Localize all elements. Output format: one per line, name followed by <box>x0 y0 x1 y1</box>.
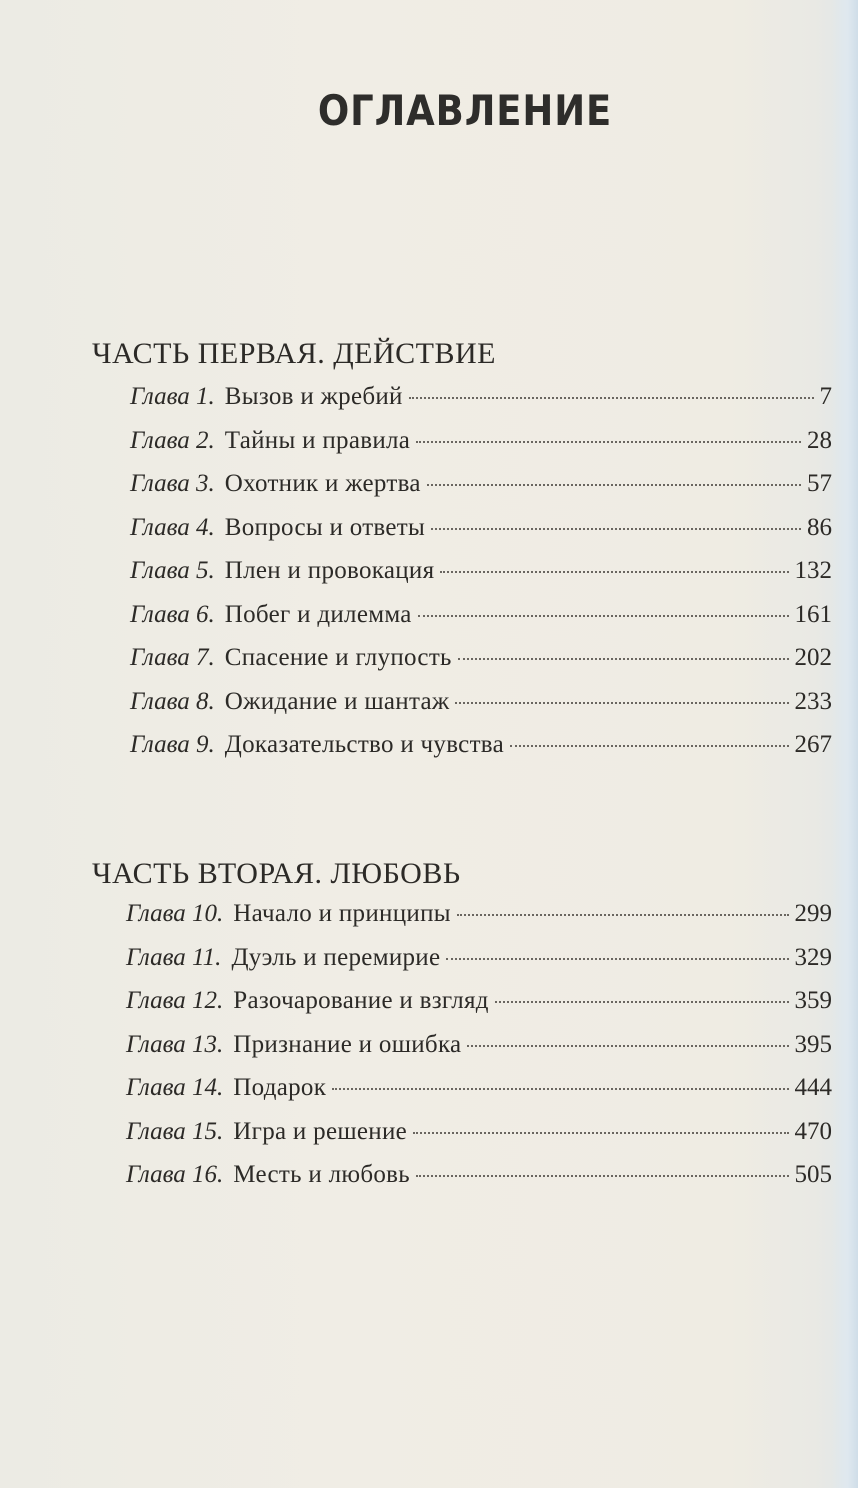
chapter-title: Игра и решение <box>233 1117 408 1145</box>
toc-entry[interactable] <box>130 688 832 732</box>
page-number: 299 <box>794 900 832 927</box>
toc-entry[interactable] <box>130 601 832 645</box>
chapter-title: Побег и дилемма <box>224 600 412 628</box>
chapter-title: Подарок <box>233 1074 327 1101</box>
dot-leader <box>332 1088 788 1090</box>
chapter-title: Месть и любовь <box>233 1161 410 1188</box>
part-heading: ЧАСТЬ ПЕРВАЯ. ДЕЙСТВИЕ <box>92 337 496 370</box>
toc-entry[interactable] <box>126 1118 832 1162</box>
chapter-label: Глава 9. <box>130 731 215 758</box>
dot-leader <box>416 441 801 443</box>
toc-entry[interactable] <box>126 1161 832 1205</box>
dot-leader <box>413 1132 788 1134</box>
dot-leader <box>409 397 814 399</box>
chapter-title: Тайны и правила <box>224 426 411 454</box>
chapter-label: Глава 12. <box>126 987 224 1014</box>
chapter-title: Доказательство и чувства <box>224 731 504 758</box>
dot-leader <box>431 528 801 530</box>
chapter-label: Глава 6. <box>130 600 215 628</box>
dot-leader <box>416 1175 789 1177</box>
chapter-title: Охотник и жертва <box>224 470 421 497</box>
toc-list-part-2 <box>126 900 832 1205</box>
chapter-title: Плен и провокация <box>224 557 435 584</box>
dot-leader <box>467 1045 788 1047</box>
toc-entry[interactable] <box>130 557 832 601</box>
page-number: 233 <box>794 687 832 715</box>
chapter-label: Глава 2. <box>130 426 215 454</box>
page-number: 132 <box>794 557 832 584</box>
toc-entry[interactable] <box>130 383 832 427</box>
chapter-label: Глава 1. <box>130 383 215 410</box>
toc-entry[interactable] <box>126 944 832 988</box>
toc-entry[interactable] <box>130 427 832 471</box>
part-heading: ЧАСТЬ ВТОРАЯ. ЛЮБОВЬ <box>92 857 461 890</box>
toc-entry[interactable] <box>126 900 832 944</box>
dot-leader <box>455 702 788 704</box>
chapter-title: Вызов и жребий <box>224 383 403 410</box>
chapter-label: Глава 7. <box>130 644 215 671</box>
chapter-label: Глава 8. <box>130 687 215 715</box>
chapter-label: Глава 4. <box>130 513 215 541</box>
dot-leader <box>418 615 789 617</box>
page-number: 470 <box>794 1117 832 1145</box>
chapter-title: Ожидание и шантаж <box>224 687 450 715</box>
toc-entry[interactable] <box>126 1074 832 1118</box>
page-number: 161 <box>794 600 832 628</box>
toc-entry[interactable] <box>130 644 832 688</box>
page-number: 444 <box>794 1074 832 1101</box>
page-number: 57 <box>807 470 832 497</box>
dot-leader <box>457 914 789 916</box>
chapter-title: Спасение и глупость <box>224 644 452 671</box>
chapter-label: Глава 13. <box>126 1030 224 1058</box>
dot-leader <box>446 958 788 960</box>
chapter-label: Глава 16. <box>126 1161 224 1188</box>
page-number: 28 <box>807 426 832 454</box>
toc-list-part-1 <box>130 383 832 775</box>
toc-entry[interactable] <box>130 731 832 775</box>
chapter-label: Глава 11. <box>126 943 222 971</box>
chapter-title: Вопросы и ответы <box>224 513 426 541</box>
page-number: 359 <box>794 987 832 1014</box>
chapter-title: Разочарование и взгляд <box>233 987 489 1014</box>
dot-leader <box>495 1001 789 1003</box>
dot-leader <box>458 658 789 660</box>
toc-entry[interactable] <box>130 470 832 514</box>
page-number: 505 <box>794 1161 832 1188</box>
toc-entry[interactable] <box>130 514 832 558</box>
chapter-label: Глава 14. <box>126 1074 224 1101</box>
chapter-title: Дуэль и перемирие <box>231 943 441 971</box>
page-number: 267 <box>794 731 832 758</box>
chapter-label: Глава 5. <box>130 557 215 584</box>
page-edge <box>832 0 858 1488</box>
toc-entry[interactable] <box>126 987 832 1031</box>
page-title: ОГЛАВЛЕНИЕ <box>317 86 613 135</box>
page-number: 329 <box>794 943 832 971</box>
page-number: 86 <box>807 513 832 541</box>
dot-leader <box>440 571 788 573</box>
chapter-label: Глава 3. <box>130 470 215 497</box>
dot-leader <box>510 745 789 747</box>
page-number: 7 <box>819 383 832 410</box>
chapter-title: Признание и ошибка <box>233 1030 462 1058</box>
page-number: 395 <box>794 1030 832 1058</box>
page-number: 202 <box>794 644 832 671</box>
chapter-label: Глава 15. <box>126 1117 224 1145</box>
dot-leader <box>427 484 801 486</box>
toc-entry[interactable] <box>126 1031 832 1075</box>
chapter-title: Начало и принципы <box>233 900 451 927</box>
chapter-label: Глава 10. <box>126 900 224 927</box>
